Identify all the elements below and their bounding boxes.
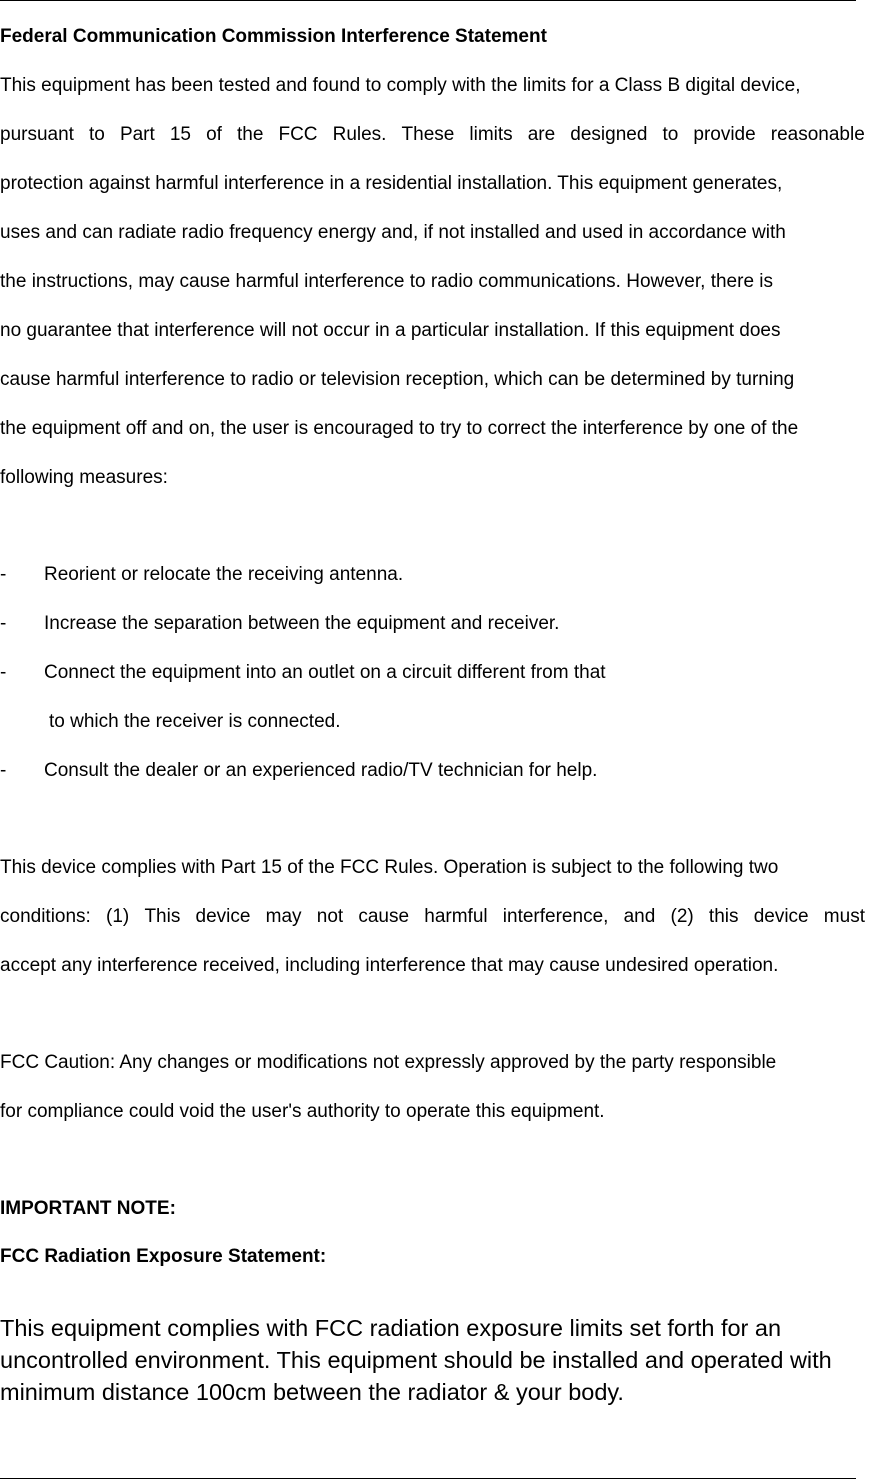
word: (1) xyxy=(106,906,130,927)
word: harmful xyxy=(424,906,488,927)
intro-line-1: This equipment has been tested and found to comply with the limits for a Class B digital device, xyxy=(0,75,801,96)
measure-1-dash: - xyxy=(0,564,7,585)
intro-line-5: the instructions, may cause harmful interference to radio communications. However, there is xyxy=(0,271,774,292)
word: Part xyxy=(119,124,155,145)
word: pursuant xyxy=(0,124,74,145)
word: are xyxy=(527,124,556,145)
word: designed xyxy=(570,124,648,145)
word: Rules. xyxy=(332,124,387,145)
part15-line-3: accept any interference received, including interference that may cause undesired operation. xyxy=(0,955,779,976)
measure-3-dash: - xyxy=(0,662,7,683)
word: device xyxy=(753,906,809,927)
measure-4-text: Consult the dealer or an experienced radio/TV technician for help. xyxy=(44,760,598,781)
word: device xyxy=(195,906,251,927)
word: cause xyxy=(358,906,410,927)
part15-line-1: This device complies with Part 15 of the FCC Rules. Operation is subject to the following two xyxy=(0,857,779,878)
measure-2-text: Increase the separation between the equipment and receiver. xyxy=(44,613,560,634)
part15-line-2 xyxy=(0,906,865,928)
intro-line-6: no guarantee that interference will not occur in a particular installation. If this equipment does xyxy=(0,320,781,341)
word: conditions: xyxy=(0,906,91,927)
word: FCC xyxy=(278,124,318,145)
radiation-exposure-statement: This equipment complies with FCC radiation exposure limits set forth for an uncontrolled environment. This equipment should be installed and operated with minimum distance 100cm between the radiator & your body. xyxy=(0,1315,832,1405)
word: may xyxy=(265,906,302,927)
word: not xyxy=(316,906,344,927)
word: to xyxy=(89,124,105,145)
word: the xyxy=(236,124,264,145)
measure-3-continuation: to which the receiver is connected. xyxy=(49,711,341,732)
top-rule xyxy=(0,0,856,1)
word: reasonable xyxy=(770,124,865,145)
word: and xyxy=(623,906,656,927)
measure-3-text: Connect the equipment into an outlet on a circuit different from that xyxy=(44,662,606,683)
document-title: Federal Communication Commission Interference Statement xyxy=(0,26,547,47)
word: (2) xyxy=(670,906,694,927)
important-note-heading: IMPORTANT NOTE: xyxy=(0,1198,176,1219)
bottom-rule xyxy=(0,1478,856,1479)
measure-2-dash: - xyxy=(0,613,7,634)
caution-line-1: FCC Caution: Any changes or modifications not expressly approved by the party responsible xyxy=(0,1052,777,1073)
word: limits xyxy=(469,124,513,145)
measure-1-text: Reorient or relocate the receiving antenna. xyxy=(44,564,404,585)
word: must xyxy=(823,906,865,927)
word: provide xyxy=(693,124,756,145)
intro-line-4: uses and can radiate radio frequency energy and, if not installed and used in accordance with xyxy=(0,222,786,243)
word: interference, xyxy=(502,906,609,927)
intro-line-3: protection against harmful interference in a residential installation. This equipment generates, xyxy=(0,173,783,194)
intro-line-9: following measures: xyxy=(0,467,168,488)
radiation-exposure-heading: FCC Radiation Exposure Statement: xyxy=(0,1246,327,1267)
measure-4-dash: - xyxy=(0,760,7,781)
word: to xyxy=(662,124,679,145)
intro-line-2 xyxy=(0,124,865,146)
word: 15 xyxy=(169,124,191,145)
word: This xyxy=(144,906,181,927)
word: These xyxy=(401,124,455,145)
intro-line-8: the equipment off and on, the user is encouraged to try to correct the interference by one of the xyxy=(0,418,799,439)
word: this xyxy=(708,906,739,927)
intro-line-7: cause harmful interference to radio or television reception, which can be determined by turning xyxy=(0,369,795,390)
caution-line-2: for compliance could void the user's authority to operate this equipment. xyxy=(0,1101,605,1122)
word: of xyxy=(206,124,222,145)
